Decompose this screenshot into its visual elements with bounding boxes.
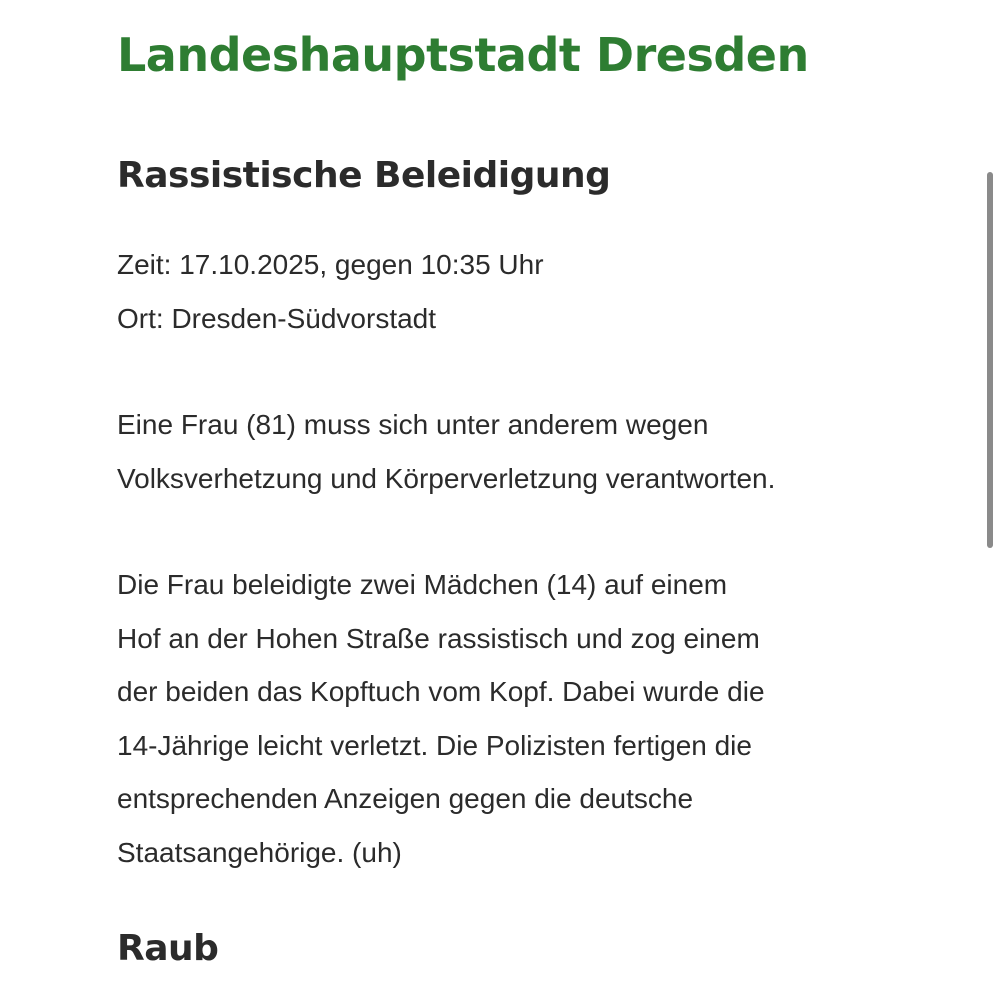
paragraph-line: Eine Frau (81) muss sich unter anderem wegen bbox=[117, 409, 709, 440]
next-article-heading: Raub bbox=[117, 928, 219, 969]
article-place: Ort: Dresden-Südvorstadt bbox=[117, 302, 437, 334]
article-meta bbox=[117, 238, 544, 345]
article-paragraph-1 bbox=[117, 398, 775, 505]
article-time: Zeit: 17.10.2025, gegen 10:35 Uhr bbox=[117, 249, 544, 280]
paragraph-line: Die Frau beleidigte zwei Mädchen (14) auf einem bbox=[117, 569, 728, 600]
site-title[interactable]: Landeshauptstadt Dresden bbox=[117, 28, 809, 82]
paragraph-line: 14-Jährige leicht verletzt. Die Polizisten fertigen die bbox=[117, 729, 752, 761]
article-paragraph-2 bbox=[117, 558, 765, 879]
scrollbar-thumb[interactable] bbox=[987, 172, 993, 548]
paragraph-line: entsprechenden Anzeigen gegen die deutsche bbox=[117, 783, 694, 814]
paragraph-line: Volksverhetzung und Körperverletzung verantworten. bbox=[117, 462, 776, 494]
paragraph-line: Hof an der Hohen Straße rassistisch und zog einem bbox=[117, 622, 760, 654]
paragraph-line: Staatsangehörige. (uh) bbox=[117, 836, 402, 868]
article-heading: Rassistische Beleidigung bbox=[117, 155, 611, 196]
paragraph-line: der beiden das Kopftuch vom Kopf. Dabei wurde die bbox=[117, 676, 765, 707]
